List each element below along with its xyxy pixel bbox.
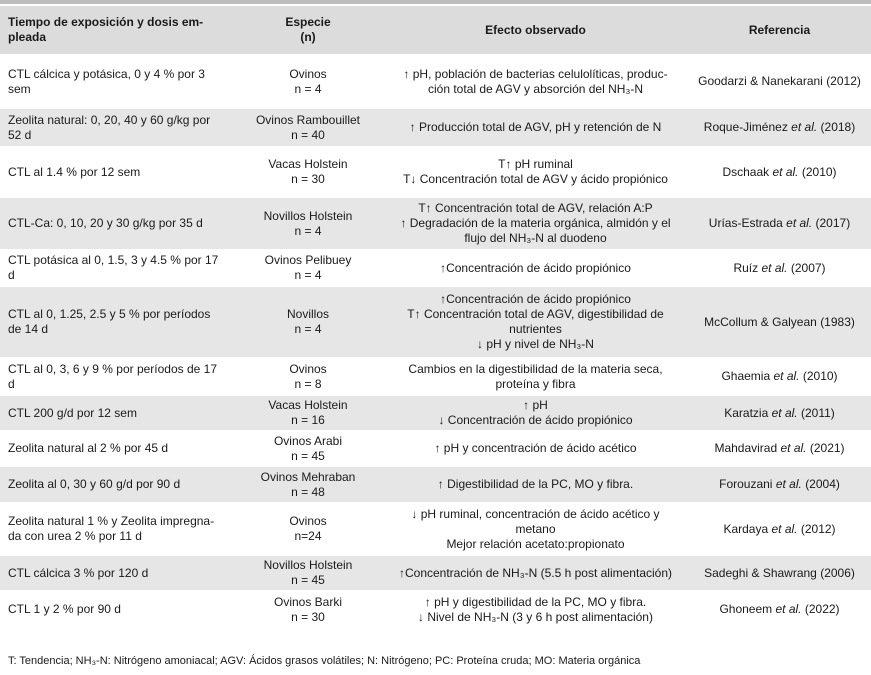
effect-line: ↑ pH y concentración de ácido acético	[434, 441, 637, 455]
species-line: Vacas Holstein	[268, 157, 348, 171]
cell-species	[233, 555, 383, 591]
reference-et-al: et al.	[791, 120, 818, 134]
table-row	[0, 286, 871, 358]
table-row	[0, 395, 871, 431]
exposure-line: Zeolita natural al 2 % por 45 d	[8, 441, 169, 455]
cell-reference	[688, 395, 871, 431]
cell-species	[233, 197, 383, 250]
species-line: Vacas Holstein	[268, 398, 348, 412]
cell-reference	[688, 591, 871, 628]
reference-year: (2017)	[815, 216, 851, 230]
reference-authors: Sadeghi & Shawrang	[704, 565, 817, 580]
species-line: Novillos	[286, 307, 329, 321]
exposure-line: CTL cálcica 3 % por 120 d	[8, 565, 149, 580]
reference-authors: Dschaak	[722, 164, 770, 179]
data-table	[0, 6, 871, 629]
exposure-line: CTL potásica al 0, 1.5, 3 y 4.5 % por 17 d	[8, 253, 219, 282]
effect-line: ↑Concentración de ácido propiónico	[440, 260, 631, 275]
cell-exposure	[0, 250, 233, 286]
table-row	[0, 555, 871, 591]
species-line: Ovinos Rambouillet	[255, 112, 361, 127]
species-line: Ovinos Pelibuey	[264, 253, 352, 267]
species-line: n = 16	[291, 413, 325, 427]
reference-et-al: et al.	[780, 441, 807, 455]
cell-reference	[688, 286, 871, 358]
header-effect: Efecto observado	[383, 6, 688, 55]
reference-year: (2007)	[790, 260, 826, 275]
species-line: n = 4	[294, 223, 322, 238]
reference-year: (2011)	[800, 405, 835, 420]
reference-year: (2006)	[820, 565, 855, 580]
cell-exposure	[0, 108, 233, 147]
top-rule	[0, 0, 871, 4]
cell-reference	[688, 147, 871, 197]
effect-line: metano	[515, 521, 556, 536]
cell-exposure	[0, 395, 233, 431]
cell-effect	[383, 431, 688, 466]
cell-exposure	[0, 431, 233, 466]
cell-species	[233, 358, 383, 395]
cell-reference	[688, 503, 871, 555]
reference-year: (2010)	[802, 369, 838, 383]
species-line: Ovinos Arabi	[273, 433, 343, 448]
species-line: n = 40	[291, 127, 325, 142]
reference-year: (2004)	[805, 477, 840, 491]
effect-line: ↓ pH ruminal, concentración de ácido acético y	[411, 506, 660, 521]
effect-line: Cambios en la digestibilidad de la materia seca,	[408, 361, 663, 376]
cell-effect	[383, 147, 688, 197]
species-line: Ovinos Mehraban	[260, 469, 356, 484]
cell-exposure	[0, 466, 233, 503]
reference-et-al: et al.	[771, 521, 798, 536]
exposure-line: 52 d	[8, 127, 32, 142]
cell-effect	[383, 286, 688, 358]
reference-year: (2010)	[801, 164, 837, 179]
cell-reference	[688, 555, 871, 591]
cell-exposure	[0, 286, 233, 358]
species-line: n = 45	[291, 448, 325, 463]
exposure-line: Zeolita natural: 0, 20, 40 y 60 g/kg por	[8, 112, 211, 127]
cell-exposure	[0, 503, 233, 555]
reference-authors: Forouzani	[719, 477, 773, 491]
cell-effect	[383, 197, 688, 250]
cell-species	[233, 286, 383, 358]
exposure-line: da con urea 2 % por 11 d	[8, 529, 142, 543]
cell-reference	[688, 431, 871, 466]
effect-line: T↑ pH ruminal	[498, 157, 573, 171]
table-row	[0, 250, 871, 286]
cell-species	[233, 466, 383, 503]
effect-line: ↑ pH	[523, 398, 548, 412]
table-row	[0, 197, 871, 250]
table-row	[0, 108, 871, 147]
cell-reference	[688, 466, 871, 503]
table-row	[0, 503, 871, 555]
species-line: n = 4	[294, 81, 322, 96]
effect-line: T↓ Concentración total de AGV y ácido propiónico	[403, 172, 668, 186]
species-line: n=24	[294, 529, 322, 543]
reference-authors: McCollum & Galyean	[704, 314, 817, 329]
reference-year: (2018)	[820, 120, 856, 134]
reference-authors: Kardaya	[723, 521, 769, 536]
header-reference: Referencia	[688, 6, 871, 55]
cell-exposure	[0, 147, 233, 197]
cell-reference	[688, 358, 871, 395]
cell-effect	[383, 108, 688, 147]
effect-line: T↑ Concentración total de AGV, digestibilidad de	[407, 307, 664, 321]
cell-exposure	[0, 555, 233, 591]
cell-species	[233, 591, 383, 628]
exposure-line: CTL al 0, 1.25, 2.5 y 5 % por períodos	[8, 307, 211, 321]
cell-reference	[688, 55, 871, 108]
cell-species	[233, 431, 383, 466]
cell-effect	[383, 250, 688, 286]
exposure-line: de 14 d	[8, 322, 49, 336]
cell-species	[233, 250, 383, 286]
cell-exposure	[0, 55, 233, 108]
cell-reference	[688, 197, 871, 250]
reference-et-al: et al.	[772, 164, 799, 179]
cell-effect	[383, 591, 688, 628]
cell-effect	[383, 358, 688, 395]
exposure-line: CTL-Ca: 0, 10, 20 y 30 g/kg por 35 d	[8, 216, 203, 230]
cell-effect	[383, 395, 688, 431]
cell-species	[233, 503, 383, 555]
effect-line: nutrientes	[509, 322, 562, 336]
species-line: Ovinos	[289, 361, 327, 376]
effect-line: ↓ Concentración de ácido propiónico	[438, 413, 633, 427]
table-row	[0, 358, 871, 395]
effect-line: ción total de AGV y absorción del NH₃-N	[428, 81, 643, 96]
effect-line: Mejor relación acetato:propionato	[446, 536, 625, 551]
cell-effect	[383, 503, 688, 555]
header-species: Especie (n)	[233, 6, 383, 55]
reference-authors: Urías-Estrada	[708, 216, 783, 230]
effect-line: ↑ Digestibilidad de la PC, MO y fibra.	[437, 477, 634, 491]
reference-year: (1983)	[820, 314, 855, 329]
table-row	[0, 591, 871, 628]
reference-et-al: et al.	[775, 477, 802, 491]
exposure-line: CTL 1 y 2 % por 90 d	[8, 602, 121, 616]
species-line: Ovinos Barki	[273, 594, 343, 609]
species-line: n = 30	[291, 609, 325, 624]
cell-species	[233, 395, 383, 431]
effect-line: ↓ Nivel de NH₃-N (3 y 6 h post alimentación)	[418, 609, 653, 624]
table-footnote: T: Tendencia; NH₃-N: Nitrógeno amoniacal; AGV: Ácidos grasos volátiles; N: Nitrógeno; PC: Proteína cruda; MO: Materia orgánica	[8, 655, 641, 667]
reference-et-al: et al.	[773, 369, 800, 383]
cell-species	[233, 55, 383, 108]
effect-line: ↑Concentración de ácido propiónico	[440, 292, 631, 306]
species-line: Ovinos	[289, 514, 327, 528]
effect-line: ↓ pH y nivel de NH₃-N	[477, 337, 594, 351]
reference-authors: Goodarzi & Nanekarani	[698, 74, 823, 88]
species-line: Novillos Holstein	[263, 208, 353, 223]
effect-line: ↑ pH, población de bacterias celulolíticas, produc-	[403, 66, 668, 81]
reference-authors: Mahdavirad	[714, 441, 778, 455]
exposure-line: sem	[8, 81, 31, 96]
reference-et-al: et al.	[771, 405, 798, 420]
cell-reference	[688, 250, 871, 286]
cell-effect	[383, 55, 688, 108]
exposure-line: CTL 200 g/d por 12 sem	[8, 405, 137, 420]
reference-et-al: et al.	[775, 602, 802, 616]
table-header-row	[0, 6, 871, 55]
cell-exposure	[0, 197, 233, 250]
reference-authors: Ghaemia	[721, 369, 771, 383]
species-line: n = 45	[291, 573, 325, 587]
cell-exposure	[0, 591, 233, 628]
table-row	[0, 55, 871, 108]
cell-effect	[383, 555, 688, 591]
exposure-line: Zeolita natural 1 % y Zeolita impregna-	[8, 514, 215, 528]
species-line: n = 4	[294, 268, 322, 282]
table-row	[0, 466, 871, 503]
reference-year: (2012)	[800, 521, 836, 536]
effect-line: ↑ pH y digestibilidad de la PC, MO y fibra.	[424, 594, 647, 609]
species-line: Novillos Holstein	[263, 558, 353, 572]
effect-line: ↑Concentración de NH₃-N (5.5 h post alimentación)	[398, 565, 672, 580]
exposure-line: CTL al 1.4 % por 12 sem	[8, 164, 141, 179]
effect-line: ↑ Degradación de la materia orgánica, almidón y el	[400, 216, 671, 230]
effect-line: T↑ Concentración total de AGV, relación A:P	[418, 201, 653, 215]
species-line: n = 48	[291, 484, 325, 499]
reference-year: (2021)	[809, 441, 845, 455]
exposure-line: CTL cálcica y potásica, 0 y 4 % por 3	[8, 66, 205, 81]
species-line: n = 8	[294, 376, 322, 391]
table-row	[0, 147, 871, 197]
effect-line: flujo del NH₃-N al duodeno	[464, 231, 607, 245]
reference-year: (2022)	[804, 602, 840, 616]
cell-species	[233, 108, 383, 147]
species-line: Ovinos	[289, 66, 327, 81]
exposure-line: CTL al 0, 3, 6 y 9 % por períodos de 17 d	[8, 361, 218, 391]
reference-year: (2012)	[826, 74, 861, 88]
effect-line: ↑ Producción total de AGV, pH y retención de N	[409, 120, 662, 134]
reference-authors: Ghoneem	[719, 602, 773, 616]
reference-et-al: et al.	[761, 260, 788, 275]
reference-et-al: et al.	[786, 216, 813, 230]
cell-exposure	[0, 358, 233, 395]
cell-species	[233, 147, 383, 197]
exposure-line: Zeolita al 0, 30 y 60 g/d por 90 d	[8, 477, 181, 491]
effect-line: proteína y fibra	[495, 376, 576, 391]
reference-authors: Roque-Jiménez	[703, 120, 788, 134]
reference-authors: Ruíz	[733, 260, 759, 275]
header-exposure: Tiempo de exposición y dosis em- pleada	[0, 6, 233, 55]
species-line: n = 4	[294, 322, 322, 336]
cell-effect	[383, 466, 688, 503]
reference-authors: Karatzia	[724, 405, 769, 420]
cell-reference	[688, 108, 871, 147]
table-row	[0, 431, 871, 466]
species-line: n = 30	[291, 172, 325, 186]
